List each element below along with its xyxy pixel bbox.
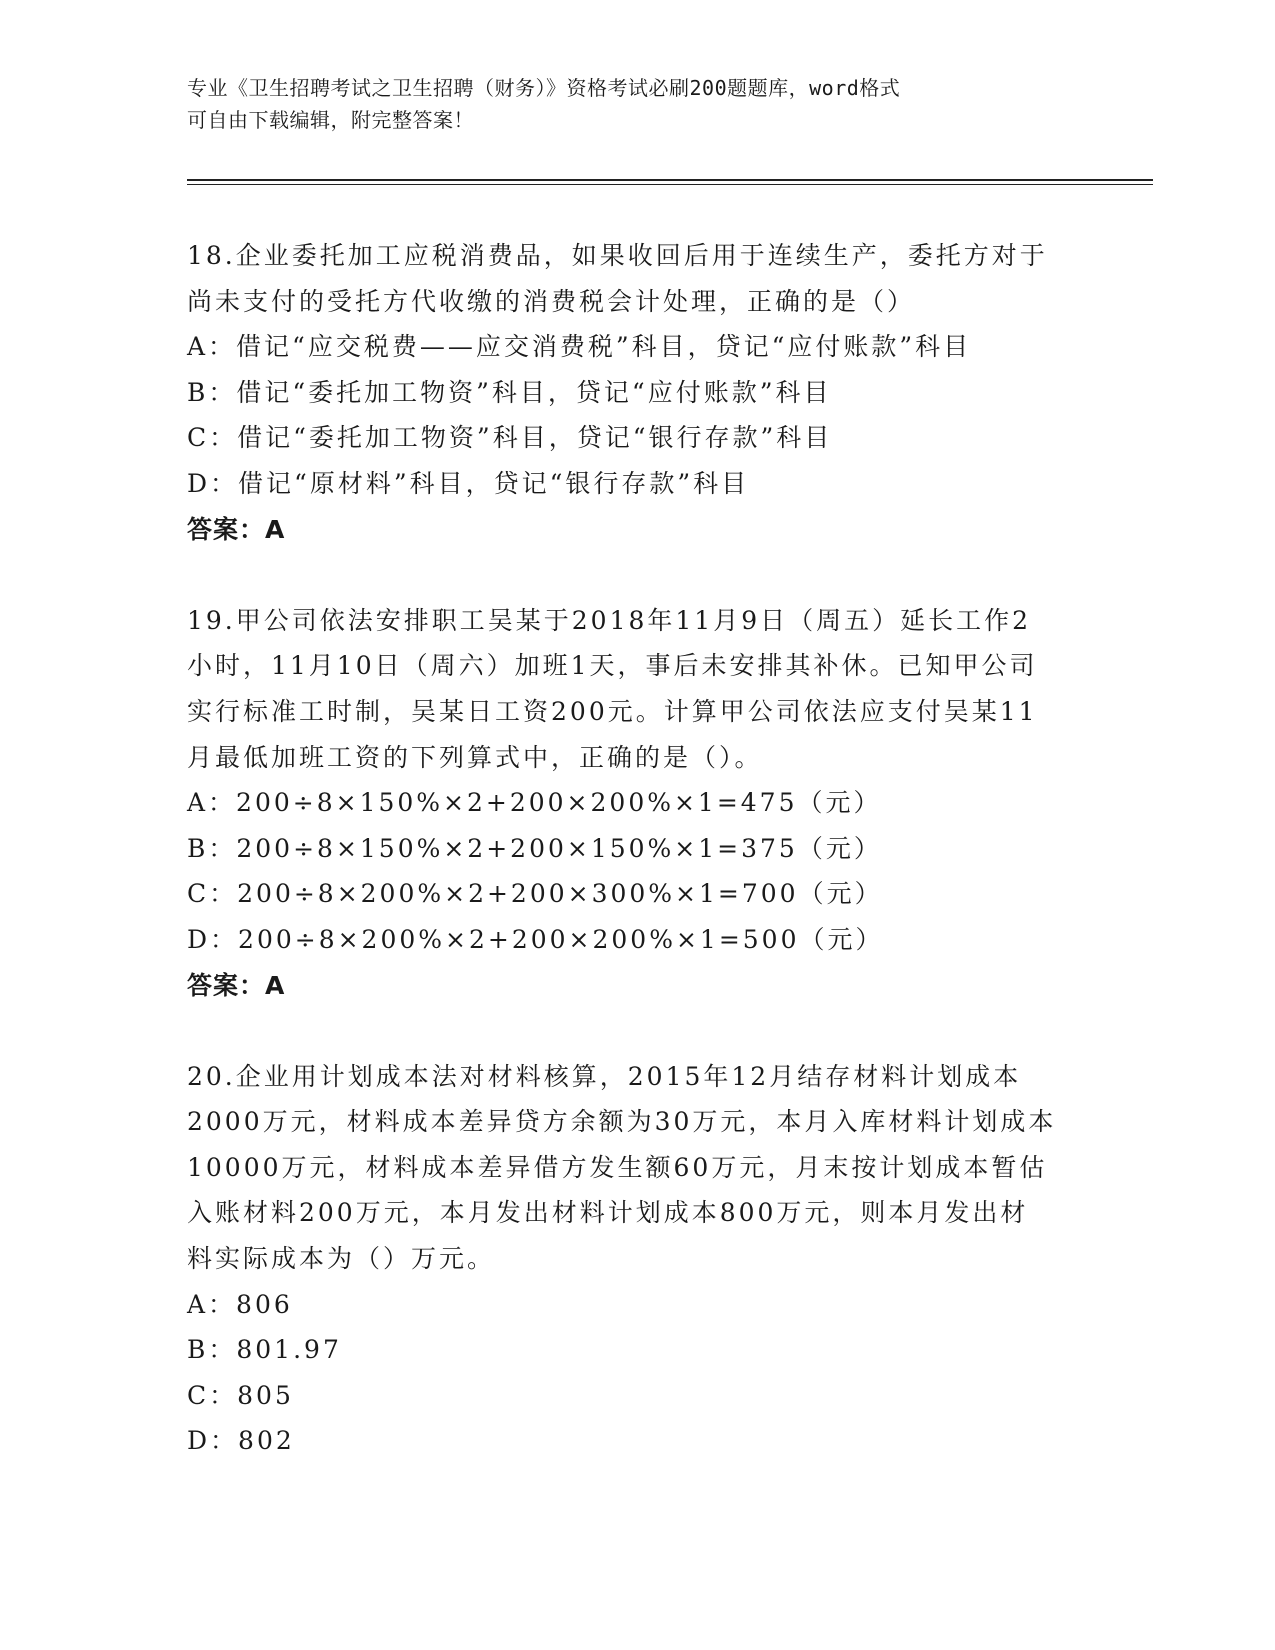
document-header <box>187 72 1087 136</box>
question-stem-line: 20.企业用计划成本法对材料核算，2015年12月结存材料计划成本 <box>187 1061 1022 1091</box>
question-stem-line: 料实际成本为（）万元。 <box>187 1244 496 1274</box>
header-divider-thin <box>187 184 1153 185</box>
option-b: B：200÷8×150%×2+200×150%×1=375（元） <box>187 833 882 863</box>
header-line-2: 可自由下载编辑，附完整答案！ <box>187 108 474 132</box>
question-20 <box>187 1054 1087 1464</box>
spacer <box>187 552 1087 598</box>
option-c: C：借记“委托加工物资”科目，贷记“银行存款”科目 <box>187 423 833 453</box>
option-b: B：801.97 <box>187 1335 342 1365</box>
question-19 <box>187 598 1087 1008</box>
question-stem-line: 小时，11月10日（周六）加班1天，事后未安排其补休。已知甲公司 <box>187 651 1038 681</box>
question-stem-line: 月最低加班工资的下列算式中，正确的是（）。 <box>187 742 763 772</box>
question-stem-line: 2000万元，材料成本差异贷方余额为30万元，本月入库材料计划成本 <box>187 1107 1057 1137</box>
option-d: D：200÷8×200%×2+200×200%×1=500（元） <box>187 924 884 954</box>
option-a: A：借记“应交税费——应交消费税”科目，贷记“应付账款”科目 <box>187 332 972 362</box>
question-stem-line: 尚未支付的受托方代收缴的消费税会计处理，正确的是（） <box>187 286 916 316</box>
option-a: A：200÷8×150%×2+200×200%×1=475（元） <box>187 788 882 818</box>
option-c: C：200÷8×200%×2+200×300%×1=700（元） <box>187 879 883 909</box>
question-stem-line: 入账材料200万元，本月发出材料计划成本800万元，则本月发出材 <box>187 1198 1029 1228</box>
option-a: A：806 <box>187 1289 293 1319</box>
question-stem-line: 18.企业委托加工应税消费品，如果收回后用于连续生产，委托方对于 <box>187 241 1048 270</box>
answer-label: 答案：A <box>187 514 286 544</box>
question-stem-line: 实行标准工时制，吴某日工资200元。计算甲公司依法应支付吴某11 <box>187 696 1038 726</box>
spacer <box>187 1008 1087 1054</box>
header-divider-thick <box>187 179 1153 181</box>
option-b: B：借记“委托加工物资”科目，贷记“应付账款”科目 <box>187 377 832 407</box>
question-stem-line: 19.甲公司依法安排职工吴某于2018年11月9日（周五）延长工作2 <box>187 605 1032 635</box>
option-d: D：802 <box>187 1426 295 1456</box>
question-list <box>187 233 1087 1464</box>
question-stem-line: 10000万元，材料成本差异借方发生额60万元，月末按计划成本暂估 <box>187 1152 1048 1182</box>
option-c: C：805 <box>187 1380 294 1410</box>
question-18 <box>187 233 1087 552</box>
answer-label: 答案：A <box>187 970 286 1000</box>
option-d: D：借记“原材料”科目，贷记“银行存款”科目 <box>187 468 750 498</box>
header-line-1: 专业《卫生招聘考试之卫生招聘（财务）》资格考试必刷200题题库，word格式 <box>187 76 901 100</box>
